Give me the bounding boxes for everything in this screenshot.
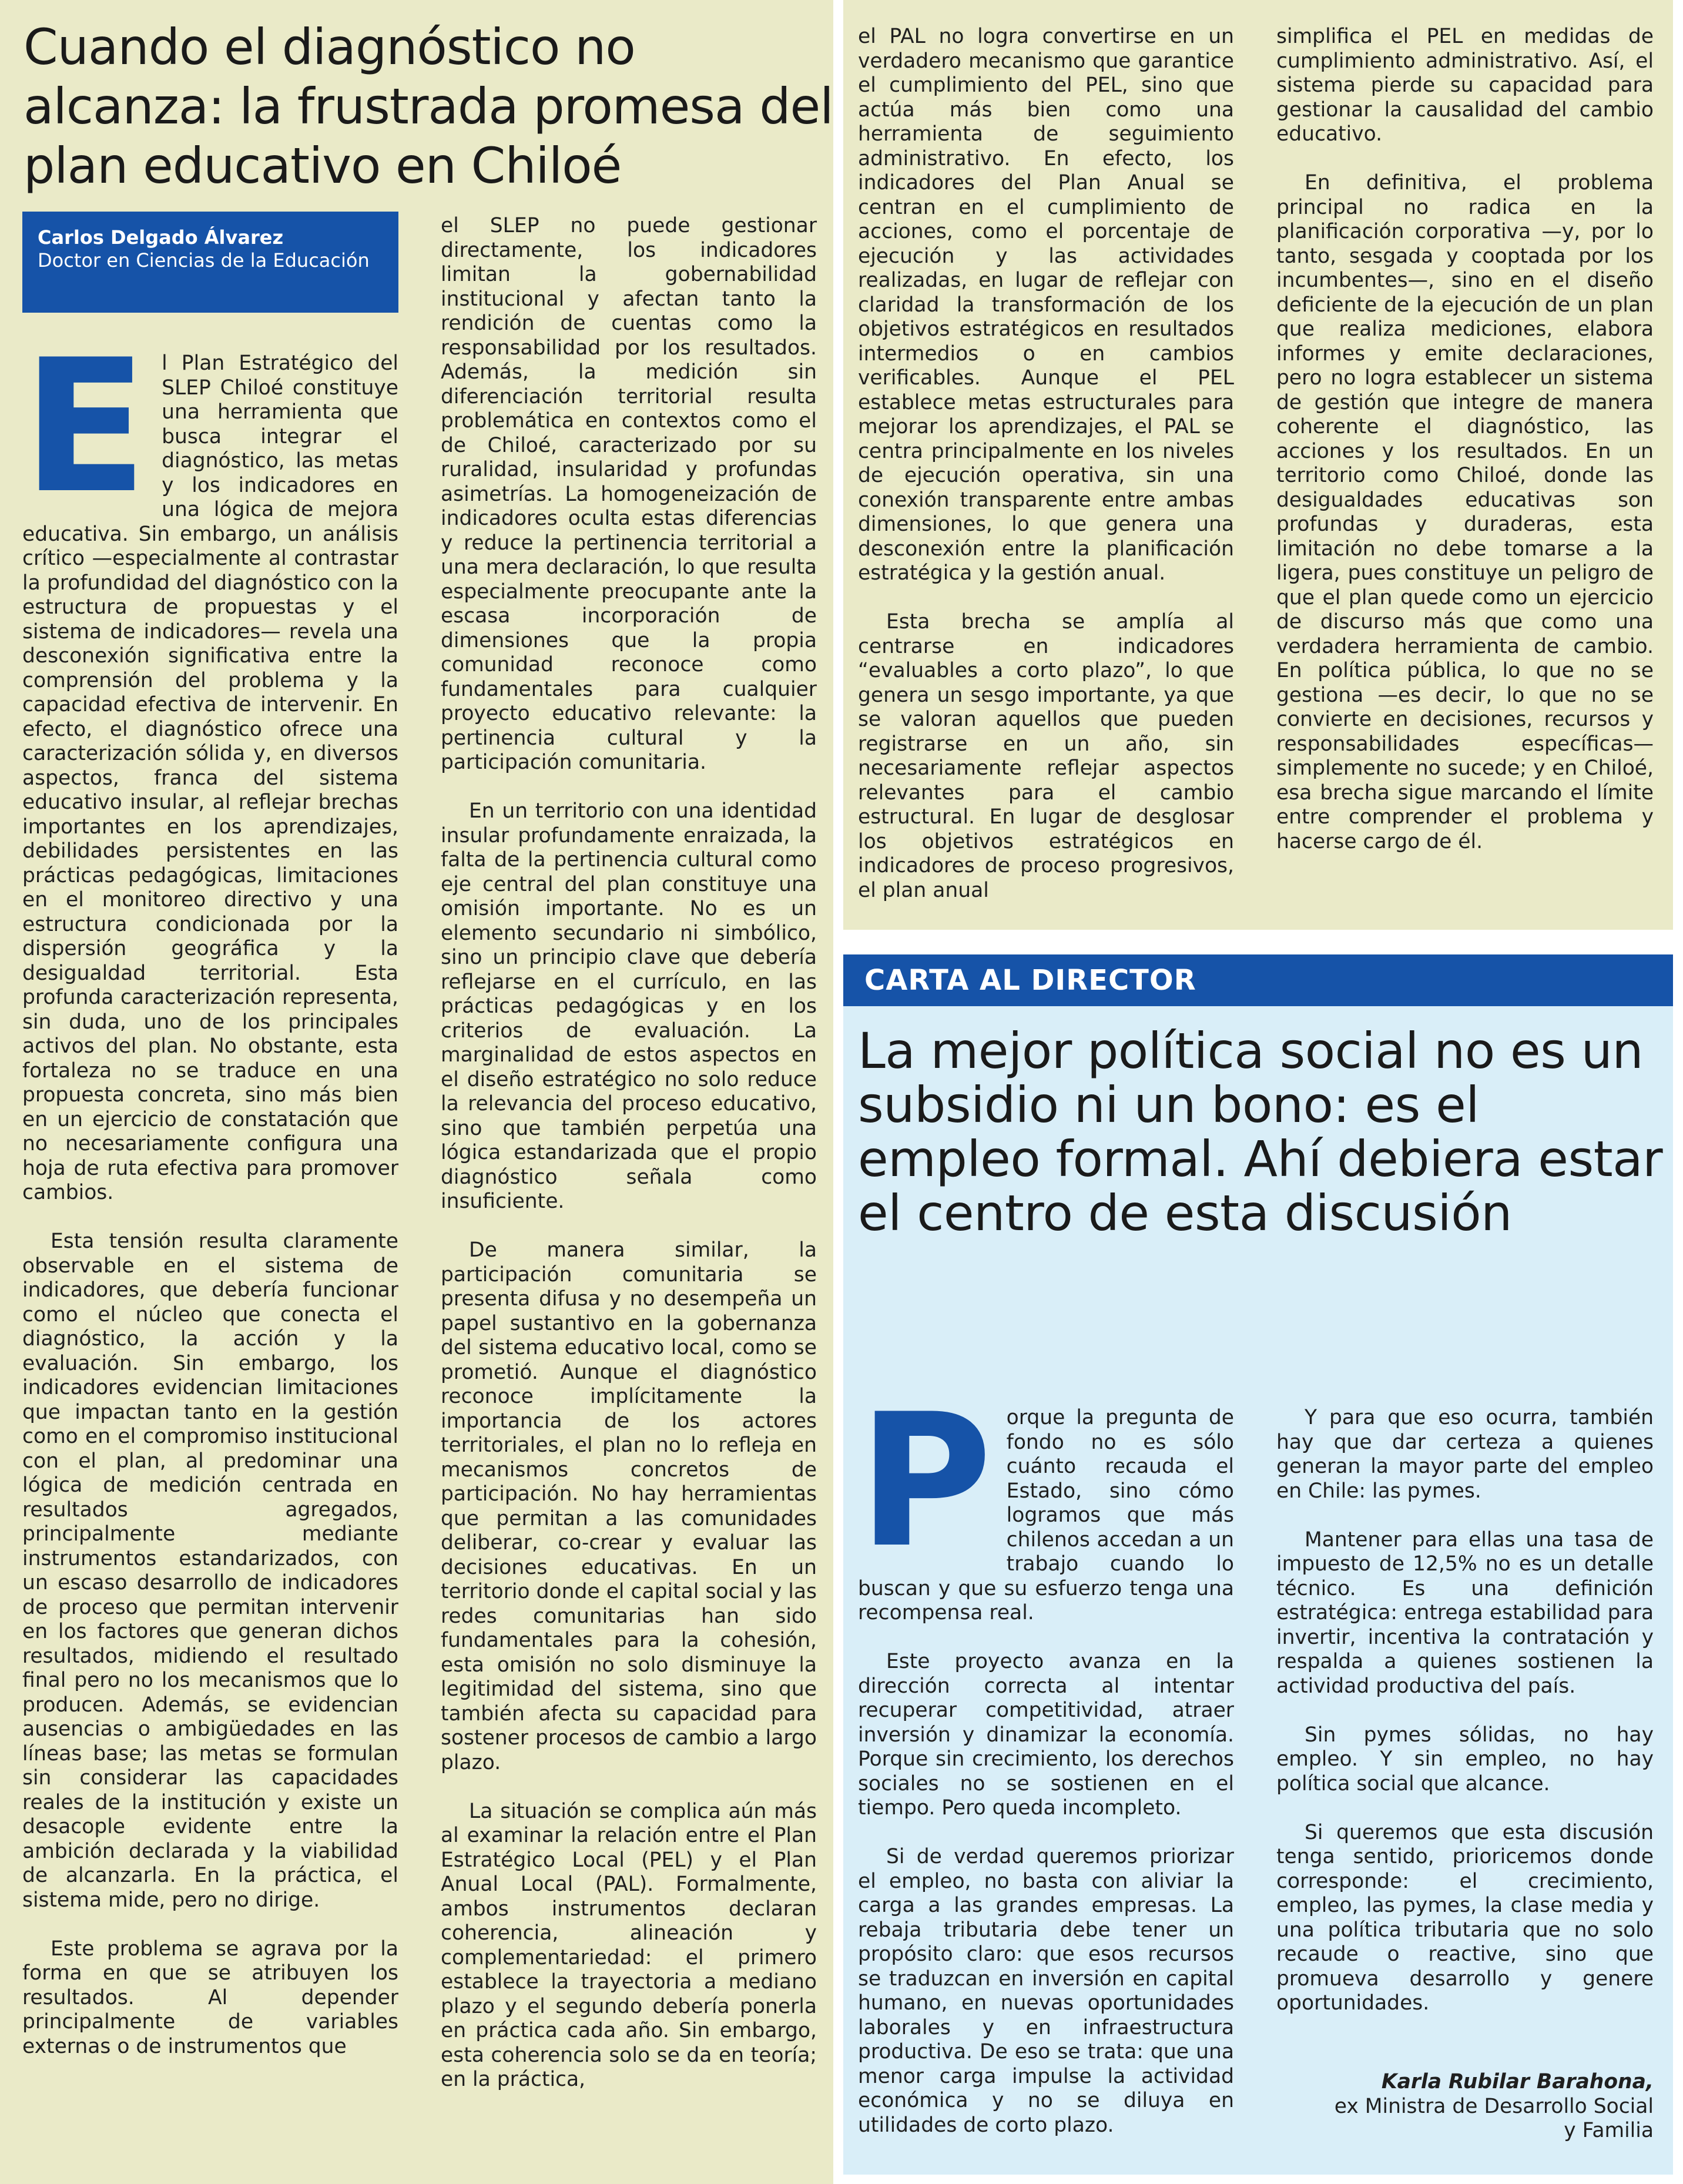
article-paragraph: Esta tensión resulta claramente observable en el sistema de indicadores, que debería funcionar como el núcleo que conecta el diagnóstico, la acción y la evaluación. Sin embargo, los indicadores evidencian limitaciones que impactan tanto en la gestión como en el compromiso institucional con el plan, al predominar una lógica de medición centrada en resultados agregados, principalmente mediante instrumentos estandarizados, con un escaso desarrollo de indicadores de proceso que permitan intervenir en los factores que generan dichos resultados, midiendo el resultado final pero no los mecanismos que lo producen. Además, se evidencian ausencias o ambigüedades en las líneas base; las metas se formulan sin considerar las capacidades reales de la institución y existe un desacople evidente entre la ambición declarada y la viabilidad de alcanzarla. En la práctica, el sistema mide, pero no dirige.	[22, 1230, 398, 1912]
author-title: Doctor en Ciencias de la Educación	[38, 249, 370, 272]
article-paragraph: El Plan Estratégico del SLEP Chiloé constituye una herramienta que busca integrar el diagnóstico, las metas y los indicadores en una lógica de mejora educativa. Sin embargo, un análisis crítico —especialmente al contrastar la profundidad del diagnóstico con la estructura de propuestas y el sistema de indicadores— revela una desconexión significativa entre la comprensión del problema y la capacidad efectiva de intervenir. En efecto, el diagnóstico ofrece una caracterización sólida y, en diversos aspectos, franca del sistema educativo insular, al reflejar brechas importantes en los aprendizajes, debilidades persistentes en las prácticas pedagógicas, limitaciones en el monitoreo directivo y una estructura condicionada por la dispersión geográfica y la desigualdad territorial. Esta profunda caracterización representa, sin duda, uno de los principales activos del plan. No obstante, esta fortaleza no se traduce en una propuesta concreta, sino más bien en un ejercicio de constatación que no necesariamente configura una hoja de ruta efectiva para promover cambios.	[22, 320, 398, 1204]
article-paragraph: En definitiva, el problema principal no radica en la planificación corporativa —y, por lo tanto, sesgada y cooptada por los incumbentes—, sino en el diseño deficiente de la ejecución de un plan que realiza mediciones, elabora informes y emite declaraciones, pero no logra establecer un sistema de gestión que integre de manera coherente el diagnóstico, las acciones y los resultados. En un territorio como Chiloé, donde las desigualdades educativas son profundas y duraderas, esta limitación no debe tomarse a la ligera, pues constituye un peligro de que el plan quede como un ejercicio de discurso más que como una verdadera herramienta de cambio. En política pública, lo que no se gestiona —es decir, lo que no se convierte en decisiones, recursos y responsabilidades específicas— simplemente no sucede; y en Chiloé, esa brecha sigue marcando el límite entre comprender el problema y hacerse cargo de él.	[1276, 171, 1654, 853]
letter-paragraph: Si queremos que esta discusión tenga sentido, prioricemos donde corresponde: el crecimiento, empleo, las pymes, la clase media y una política tributaria que no solo recaude o reactive, sino que promueva desarrollo y genere oportunidades.	[1276, 1820, 1654, 2015]
letter-paragraph: Mantener para ellas una tasa de impuesto de 12,5% no es un detalle técnico. Es una definición estratégica: entrega estabilidad para invertir, incentiva la contratación y respalda a quienes sostienen la actividad productiva del país.	[1276, 1528, 1654, 1698]
main-headline: Cuando el diagnóstico no alcanza: la frustrada promesa del plan educativo en Chiloé	[24, 18, 833, 195]
article-paragraph: el PAL no logra convertirse en un verdadero mecanismo que garantice el cumplimiento del PEL, sino que actúa más bien como una herramienta de seguimiento administrativo. En efecto, los indicadores del Plan Anual se centran en el cumplimiento de acciones, como el porcentaje de ejecución y las actividades realizadas, en lugar de reflejar con claridad la transformación de los objetivos estratégicos en resultados intermedios o en cambios verificables. Aunque el PEL establece metas estructurales para mejorar los aprendizajes, el PAL se centra principalmente en los niveles de ejecución operativa, sin una conexión transparente entre ambas dimensiones, lo que genera una desconexión entre la planificación estratégica y la gestión anual.	[858, 25, 1234, 585]
article-column-2	[441, 214, 817, 2092]
article-paragraph: Esta brecha se amplía al centrarse en indicadores “evaluables a corto plazo”, lo que genera un sesgo importante, ya que se valoran aquellos que pueden registrarse en un año, sin necesariamente reflejar aspectos relevantes para el cambio estructural. En lugar de desglosar los objetivos estratégicos en indicadores de proceso progresivos, el plan anual	[858, 610, 1234, 902]
letter-headline: La mejor política social no es un subsidio ni un bono: es el empleo formal. Ahí debiera estar el centro de esta discusión	[858, 1022, 1663, 1242]
letter-column-2	[1276, 1406, 1654, 2016]
letter-signature	[1276, 2070, 1654, 2143]
dropcap: E	[22, 320, 148, 534]
article-column-4	[1276, 25, 1654, 854]
article-paragraph: En un territorio con una identidad insular profundamente enraizada, la falta de la pertinencia cultural como eje central del plan constituye una omisión importante. No es un elemento secundario ni simbólico, sino un principio clave que debería reflejarse en el currículo, en las prácticas pedagógicas y en los criterios de evaluación. La marginalidad de estos aspectos en el diseño estratégico no solo reduce la relevancia del proceso educativo, sino que también perpetúa una lógica estandarizada que el propio diagnóstico señala como insuficiente.	[441, 799, 817, 1213]
article-paragraph: De manera similar, la participación comunitaria se presenta difusa y no desempeña un papel sustantivo en la gobernanza del sistema educativo local, como se prometió. Aunque el diagnóstico reconoce implícitamente la importancia de los actores territoriales, el plan no lo refleja en mecanismos concretos de participación. No hay herramientas que permitan a las comunidades deliberar, co-crear y evaluar las decisiones educativas. En un territorio donde el capital social y las redes comunitarias han sido fundamentales para la cohesión, esta omisión no solo disminuye la legitimidad del sistema, sino que también afecta su capacidad para sostener procesos de cambio a largo plazo.	[441, 1238, 817, 1774]
letter-paragraph: Si de verdad queremos priorizar el empleo, no basta con aliviar la carga a las grandes empresas. La rebaja tributaria debe tener un propósito claro: que esos recursos se traduzcan en inversión en capital humano, en nuevas oportunidades laborales y en infraestructura productiva. De eso se trata: que una menor carga impulse la actividad económica y no se diluya en utilidades de corto plazo.	[858, 1845, 1234, 2137]
article-column-3	[858, 25, 1234, 903]
letter-paragraph: Este proyecto avanza en la dirección correcta al intentar recuperar competitividad, atraer inversión y dinamizar la economía. Porque sin crecimiento, los derechos sociales no se sostienen en el tiempo. Pero queda incompleto.	[858, 1650, 1234, 1820]
letter-paragraph: Sin pymes sólidas, no hay empleo. Y sin empleo, no hay política social que alcance.	[1276, 1723, 1654, 1796]
letter-column-1	[858, 1374, 1234, 2138]
dropcap: P	[858, 1374, 993, 1588]
article-column-1	[22, 320, 398, 2059]
letter-paragraph: Y para que eso ocurra, también hay que dar certeza a quienes generan la mayor parte del empleo en Chile: las pymes.	[1276, 1406, 1654, 1503]
signature-name: Karla Rubilar Barahona,	[1381, 2070, 1654, 2093]
article-paragraph: Este problema se agrava por la forma en que se atribuyen los resultados. Al depender principalmente de variables externas o de instrumentos que	[22, 1937, 398, 2058]
article-paragraph: el SLEP no puede gestionar directamente, los indicadores limitan la gobernabilidad institucional y afectan tanto la rendición de cuentas como la responsabilidad por los resultados. Además, la medición sin diferenciación territorial resulta problemática en contextos como el de Chiloé, caracterizado por su ruralidad, insularidad y profundas asimetrías. La homogeneización de indicadores oculta estas diferencias y reduce la pertinencia territorial a una mera declaración, lo que resulta especialmente preocupante ante la escasa incorporación de dimensiones que la propia comunidad reconoce como fundamentales para cualquier proyecto educativo relevante: la pertinencia cultural y la participación comunitaria.	[441, 214, 817, 774]
section-banner: CARTA AL DIRECTOR	[843, 954, 1673, 1006]
author-name: Carlos Delgado Álvarez	[38, 226, 284, 249]
article-paragraph: simplifica el PEL en medidas de cumplimiento administrativo. Así, el sistema pierde su capacidad para gestionar la causalidad del cambio educativo.	[1276, 25, 1654, 146]
author-box	[22, 212, 398, 313]
article-paragraph: La situación se complica aún más al examinar la relación entre el Plan Estratégico Local (PEL) y el Plan Anual Local (PAL). Formalmente, ambos instrumentos declaran coherencia, alineación y complementariedad: el primero establece la trayectoria a mediano plazo y el segundo debería ponerla en práctica cada año. Sin embargo, esta coherencia solo se da en teoría; en la práctica,	[441, 1799, 817, 2091]
letter-paragraph: Porque la pregunta de fondo no es sólo cuánto recauda el Estado, sino cómo logramos que más chilenos accedan a un trabajo cuando lo buscan y que su esfuerzo tenga una recompensa real.	[858, 1374, 1234, 1624]
signature-role: ex Ministra de Desarrollo Social y Familia	[1334, 2094, 1654, 2142]
